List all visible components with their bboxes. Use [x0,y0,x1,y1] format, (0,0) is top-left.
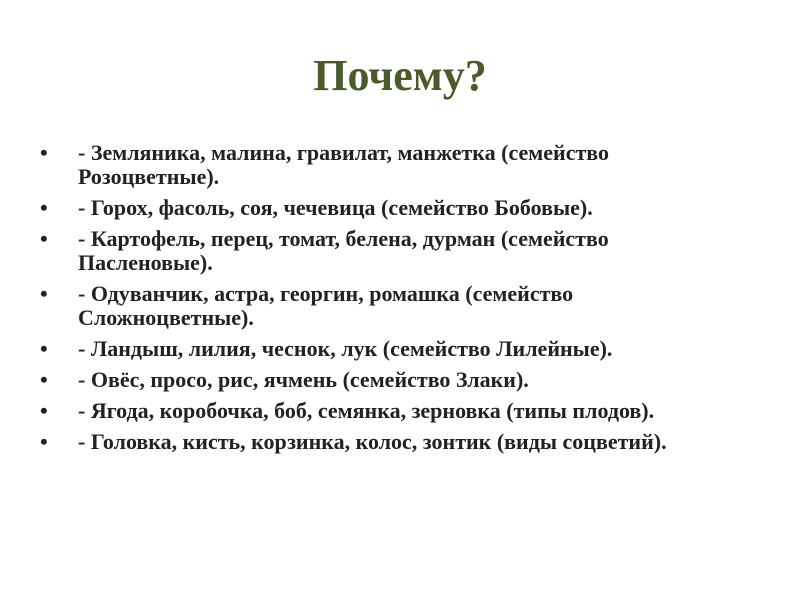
bullet-icon: • [40,140,48,165]
list-item-text: - Одуванчик, астра, георгин, ромашка (семейство Сложноцветные). [78,281,574,330]
list-item-text: - Горох, фасоль, соя, чечевица (семейство Бобовые). [78,195,593,220]
list-item [40,337,740,361]
bullet-icon: • [40,429,48,454]
list-item-text: - Картофель, перец, томат, белена, дурман (семейство Пасленовые). [78,226,609,275]
bullet-icon: • [40,226,48,251]
bullet-icon: • [40,281,48,306]
slide-title: Почему? [313,51,487,100]
list-item-text: - Ландыш, лилия, чеснок, лук (семейство Лилейные). [78,336,613,361]
bullet-list [40,141,740,461]
list-item-text: - Земляника, малина, гравилат, манжетка (семейство Розоцветные). [78,140,609,189]
list-item [40,282,740,330]
list-item-text: - Головка, кисть, корзинка, колос, зонтик (виды соцветий). [78,429,667,454]
list-item-text: - Ягода, коробочка, боб, семянка, зерновка (типы плодов). [78,398,655,423]
bullet-icon: • [40,398,48,423]
list-item [40,227,740,275]
bullet-icon: • [40,195,48,220]
list-item [40,399,740,423]
list-item [40,430,740,454]
list-item [40,196,740,220]
bullet-icon: • [40,367,48,392]
list-item [40,141,740,189]
list-item-text: - Овёс, просо, рис, ячмень (семейство Злаки). [78,367,529,392]
list-item [40,368,740,392]
bullet-icon: • [40,336,48,361]
